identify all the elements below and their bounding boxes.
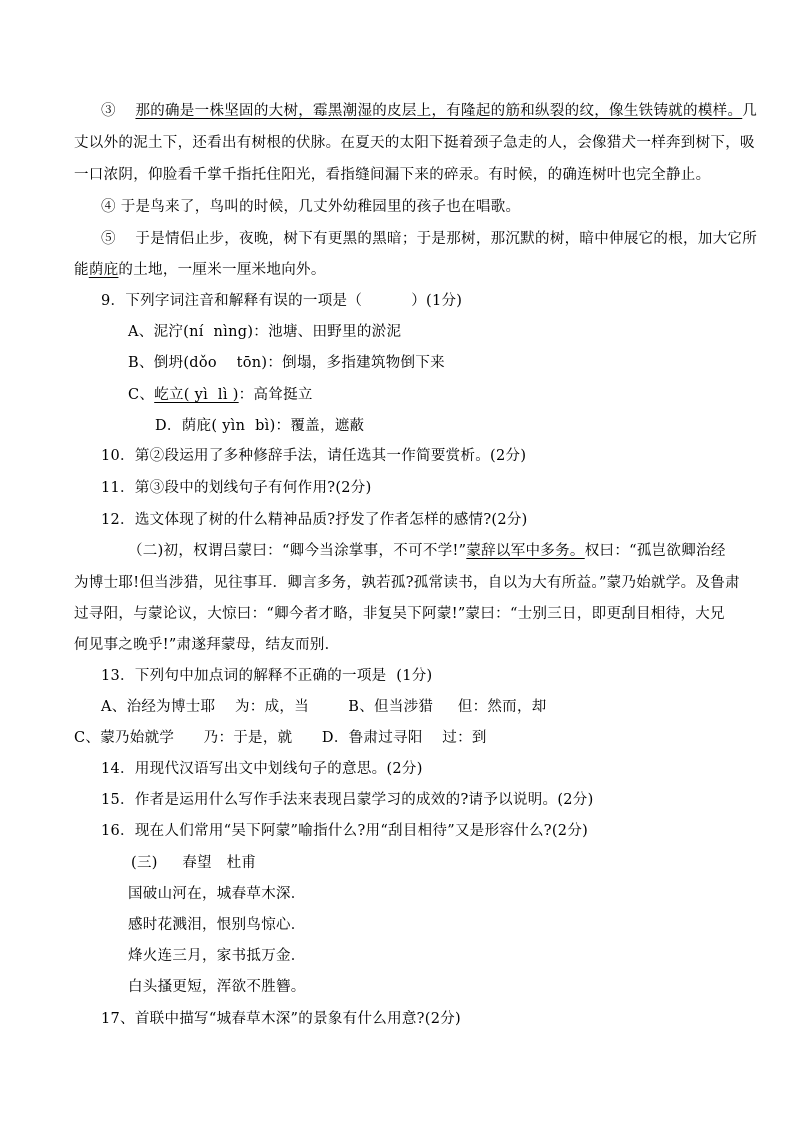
- question-17: 17、首联中描写“城春草木深”的景象有什么用意?(2分): [101, 1011, 461, 1027]
- option-text: ：高耸挺立: [238, 387, 313, 403]
- question-13-options-row-1: A、治经为博士耶 为：成，当 B、但当涉猎 但：然而，却: [101, 699, 547, 715]
- poem-line: 感时花溅泪，恨别鸟惊心．: [128, 917, 306, 933]
- underlined-word: 屹立( yì lì ): [154, 387, 239, 403]
- paragraph-3-line-2: 丈以外的泥土下，还看出有树根的伏脉。在夏天的太阳下挺着颈子急走的人，会像猎犬一样奔到树下，吸: [74, 135, 755, 151]
- option-label: C、: [128, 387, 155, 403]
- passage-text: 权曰：“孤岂欲卿治经: [584, 543, 726, 559]
- passage-text: （二)初，权谓吕蒙曰：“卿今当涂掌事，不可不学!”: [128, 543, 467, 559]
- question-9-stem: 9．下列字词注音和解释有误的一项是（ ）(1分): [101, 293, 463, 309]
- paragraph-text: 的土地，一厘米一厘米地向外。: [118, 262, 326, 278]
- question-9-option-c: [128, 385, 313, 405]
- underlined-sentence: 那的确是一株坚固的大树，霉黑潮湿的皮层上，有隆起的筋和纵裂的纹，像生铁铸就的模样。: [135, 103, 743, 119]
- question-13-stem: 13．下列句中加点词的解释不正确的一项是 (1分): [101, 668, 433, 684]
- paragraph-text: 能: [74, 262, 89, 278]
- passage-2-line-1: [128, 541, 726, 561]
- underlined-word: 荫庇: [88, 262, 119, 278]
- poem-line: 烽火连三月，家书抵万金．: [128, 948, 306, 964]
- paragraph-5-line-1: ⑤ 于是情侣止步，夜晚，树下有更黑的黑暗；于是那树，那沉默的树，暗中伸展它的根，加大它所: [101, 231, 758, 247]
- underlined-sentence: 蒙辞以军中多务。: [466, 543, 585, 559]
- passage-2-line-4: 何见事之晚乎!”肃遂拜蒙母，结友而别．: [74, 637, 340, 653]
- question-12: 12．选文体现了树的什么精神品质?抒发了作者怎样的感情?(2分): [101, 512, 528, 528]
- passage-2-line-3: 过寻阳，与蒙论议，大惊曰：“卿今者才略，非复吴下阿蒙!”蒙曰：“士别三日，即更刮目相待，大兄: [74, 606, 725, 622]
- paragraph-text: 几: [742, 103, 758, 119]
- question-16: 16．现在人们常用“吴下阿蒙”喻指什么?用“刮目相待”又是形容什么?(2分): [101, 823, 589, 839]
- paragraph-5-line-2: [74, 260, 326, 280]
- poem-line: 国破山河在，城春草木深．: [128, 886, 306, 902]
- question-9-option-b: B、倒坍(dǒo tōn)：倒塌，多指建筑物倒下来: [128, 355, 445, 371]
- question-11: 11．第③段中的划线句子有何作用?(2分): [101, 480, 372, 496]
- paragraph-3-line-1: [101, 101, 757, 121]
- poem-line: 白头搔更短，浑欲不胜簪。: [128, 979, 306, 995]
- poem-heading: (三) 春望 杜甫: [131, 855, 257, 871]
- question-9-option-d: D．荫庇( yìn bì)：覆盖，遮蔽: [155, 418, 365, 434]
- question-13-options-row-2: C、蒙乃始就学 乃：于是，就 D．鲁肃过寻阳 过：到: [74, 730, 487, 746]
- question-14: 14．用现代汉语写出文中划线句子的意思。(2分): [101, 761, 423, 777]
- paragraph-4: ④ 于是鸟来了，鸟叫的时候，几丈外幼稚园里的孩子也在唱歌。: [101, 199, 521, 215]
- question-15: 15．作者是运用什么写作手法来表现吕蒙学习的成效的?请予以说明。(2分): [101, 792, 594, 808]
- paragraph-3-line-3: 一口浓阴，仰脸看千掌千指托住阳光，看指缝间漏下来的碎汞。有时候，的确连树叶也完全静止。: [74, 167, 711, 183]
- question-10: 10．第②段运用了多种修辞手法，请任选其一作简要赏析。(2分): [101, 448, 527, 464]
- question-9-option-a: A、泥泞(ní nìng)：池塘、田野里的淤泥: [128, 324, 402, 340]
- paragraph-number: ③: [101, 103, 116, 119]
- passage-2-line-2: 为博士耶!但当涉猎，见往事耳．卿言多务，孰若孤?孤常读书，自以为大有所益。”蒙乃始就学。及鲁肃: [74, 575, 740, 591]
